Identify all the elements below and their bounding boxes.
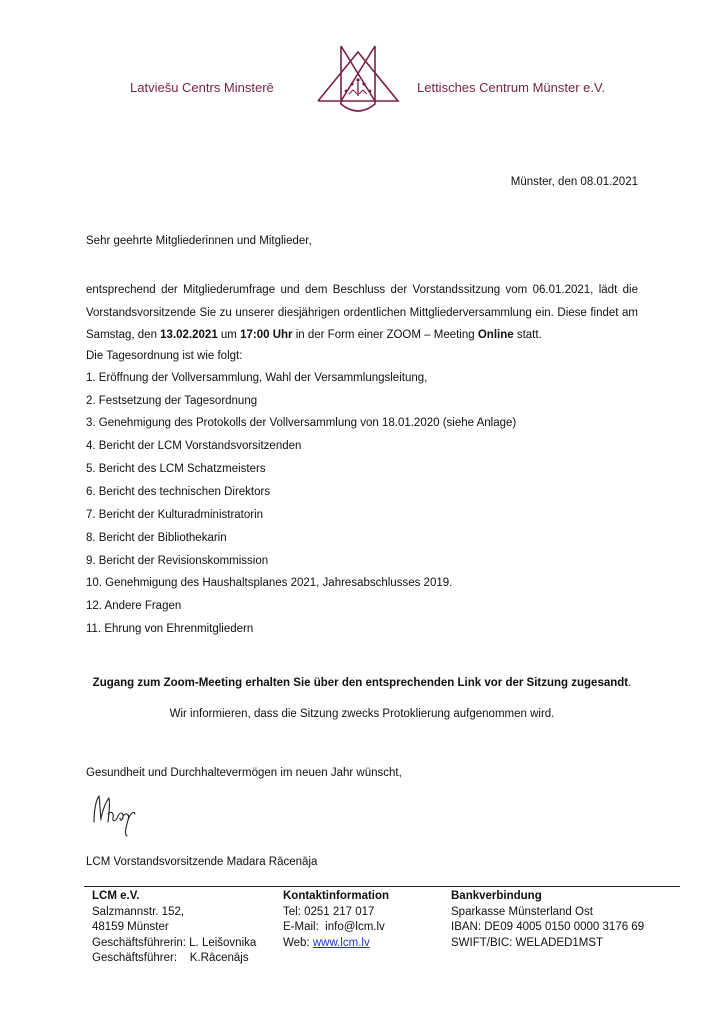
header-right-name: Lettisches Centrum Münster e.V.: [417, 80, 606, 95]
footer-bank-column: [451, 889, 644, 951]
paragraph-text: entsprechend der Mitgliederumfrage und dem Beschluss der Vorstandssitzung vom 06.01.2021, lädt die Vorstandsvorsitzende Sie zu unserer diesjährigen ordentlichen Mittgliederversammlung ein. Diese findet am Samstag, den: [86, 284, 638, 341]
agenda-item: 2. Festsetzung der Tagesordnung: [86, 395, 258, 407]
lcm-logo: [316, 44, 400, 114]
agenda-item: 5. Bericht des LCM Schatzmeisters: [86, 463, 266, 475]
agenda-item: 6. Bericht des technischen Direktors: [86, 486, 271, 498]
footer-org-street: Salzmannstr. 152,: [92, 905, 185, 918]
letter-date: Münster, den 08.01.2021: [510, 176, 638, 188]
paragraph-text: statt.: [513, 329, 542, 341]
footer-bank-name: Sparkasse Münsterland Ost: [451, 905, 593, 918]
paragraph-text: in der Form einer ZOOM – Meeting: [292, 329, 478, 341]
closing-line: Gesundheit und Durchhaltevermögen im neuen Jahr wünscht,: [86, 767, 402, 779]
agenda-item: 4. Bericht der LCM Vorstandsvorsitzenden: [86, 440, 302, 452]
recording-notice: Wir informieren, dass die Sitzung zwecks Protoklierung aufgenommen wird.: [169, 708, 555, 720]
paragraph-text: um: [217, 329, 241, 341]
zoom-notice-period: .: [628, 677, 632, 689]
agenda-item: 10. Genehmigung des Haushaltsplanes 2021, Jahresabschlusses 2019.: [86, 577, 453, 589]
footer-contact-title: Kontaktinformation: [283, 890, 390, 902]
footer-contact-email: E-Mail: info@lcm.lv: [283, 921, 385, 933]
footer-bank-iban: IBAN: DE09 4005 0150 0000 3176 69: [451, 921, 645, 933]
zoom-notice: [0, 677, 724, 689]
footer-contact-tel: Tel: 0251 217 017: [283, 905, 375, 918]
footer-contact-column: [283, 889, 389, 951]
agenda-item: 9. Bericht der Revisionskommission: [86, 555, 269, 567]
signer-name: LCM Vorstandsvorsitzende Madara Rācenāja: [86, 856, 318, 868]
footer-org-title: LCM e.V.: [92, 890, 140, 902]
agenda-item: 3. Genehmigung des Protokolls der Vollversammlung von 18.01.2020 (siehe Anlage): [86, 417, 517, 429]
agenda-item: 7. Bericht der Kulturadministratorin: [86, 509, 264, 521]
header-left-name: Latviešu Centrs Minsterē: [130, 80, 274, 95]
invitation-paragraph: [86, 279, 638, 347]
footer-contact-web: [283, 936, 389, 952]
footer-bank-title: Bankverbindung: [451, 890, 542, 902]
handwritten-signature: [90, 792, 150, 840]
footer-divider: [84, 886, 680, 887]
agenda-intro: Die Tagesordnung ist wie folgt:: [86, 350, 243, 362]
salutation: Sehr geehrte Mitgliederinnen und Mitglieder,: [86, 235, 312, 247]
website-link[interactable]: www.lcm.lv: [312, 936, 370, 949]
meeting-date: 13.02.2021: [160, 329, 218, 341]
agenda-item: 12. Andere Fragen: [86, 600, 182, 612]
zoom-notice-text: Zugang zum Zoom-Meeting erhalten Sie über den entsprechenden Link vor der Sitzung zugesandt: [92, 677, 629, 689]
meeting-time: 17:00 Uhr: [240, 329, 293, 341]
footer-org-manager: Geschäftsführer: K.Rācenājs: [92, 952, 249, 964]
agenda-item: 11. Ehrung von Ehrenmitgliedern: [86, 623, 254, 635]
footer-org-city: 48159 Münster: [92, 921, 169, 933]
meeting-online: Online: [477, 329, 514, 341]
footer-org-column: [92, 889, 256, 967]
footer-web-prefix: Web:: [283, 936, 313, 949]
agenda-item: 8. Bericht der Bibliothekarin: [86, 532, 227, 544]
footer-bank-swift: SWIFT/BIC: WELADED1MST: [451, 936, 604, 949]
footer-org-manager: Geschäftsführerin: L. Leišovnika: [92, 936, 257, 949]
agenda-item: 1. Eröffnung der Vollversammlung, Wahl der Versammlungsleitung,: [86, 372, 428, 384]
